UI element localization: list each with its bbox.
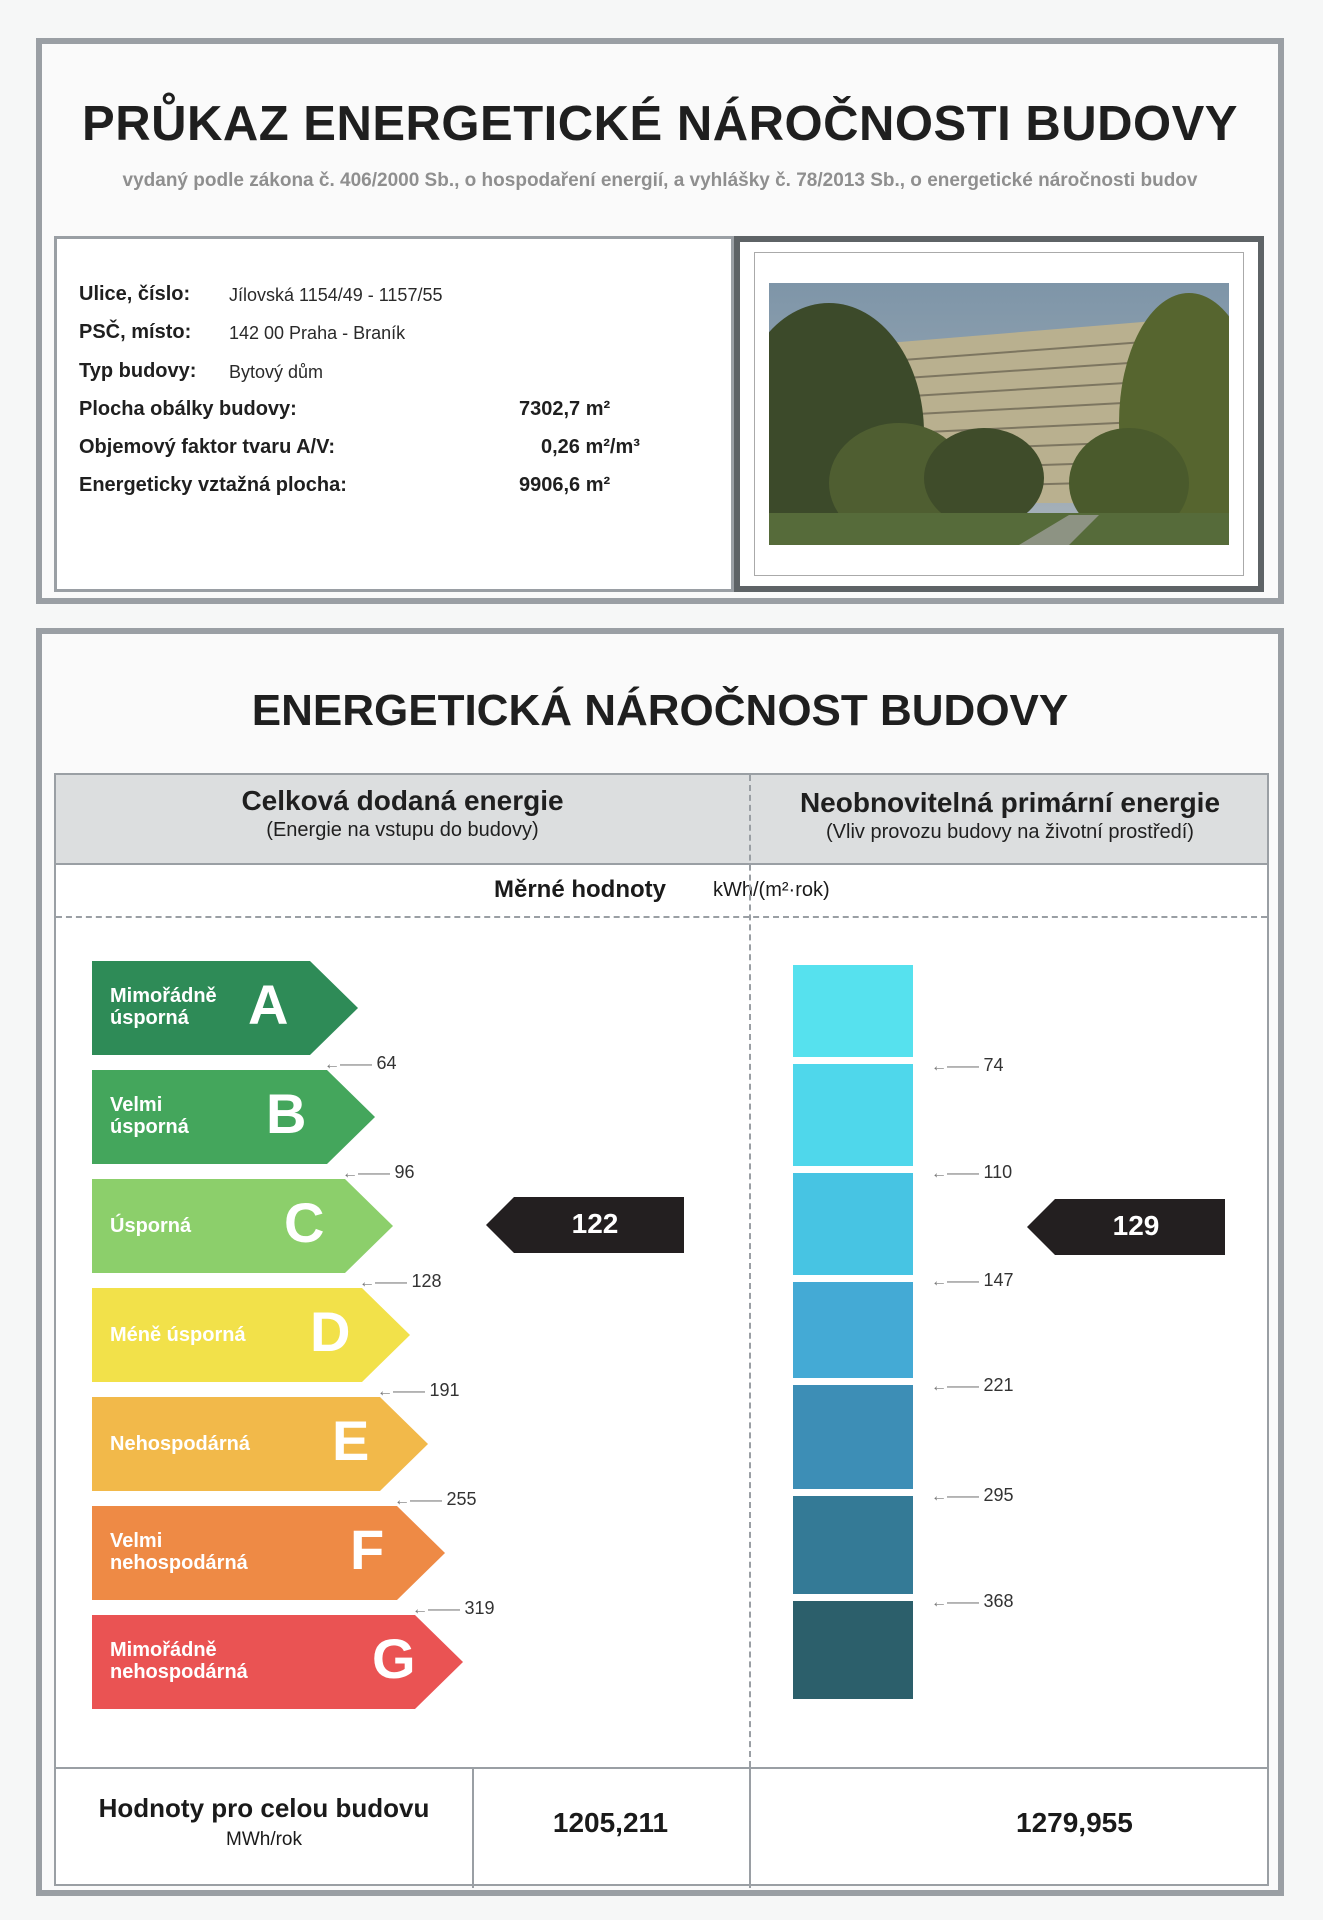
whole-building-primary-value: 1279,955	[1016, 1807, 1133, 1838]
building-photo	[769, 283, 1229, 545]
class-letter-e: E	[332, 1409, 370, 1472]
class-label-f-line1: Velmi	[110, 1530, 163, 1552]
factor-value: 0,26 m²/m³	[541, 436, 640, 458]
area-value: 7302,7 m²	[519, 398, 611, 420]
whole-building-label: Hodnoty pro celou budovu	[98, 1793, 430, 1823]
class-label-b-line2: úsporná	[110, 1116, 189, 1138]
right-threshold-4: ←—— 295	[931, 1485, 1014, 1505]
class-label-c: Úsporná	[110, 1215, 192, 1237]
primary-band-g	[793, 1601, 913, 1699]
class-label-e: Nehospodárná	[110, 1433, 251, 1455]
arrow-left-icon: ←——	[377, 1383, 425, 1400]
arrow-left-icon: ←——	[412, 1601, 460, 1618]
class-label-a-line2: úsporná	[110, 1007, 189, 1029]
primary-band-c	[793, 1173, 913, 1275]
document-title: PRŮKAZ ENERGETICKÉ NÁROČNOSTI BUDOVY	[82, 97, 1238, 151]
right-threshold-1: ←—— 110	[931, 1162, 1013, 1182]
class-letter-c: C	[284, 1191, 325, 1254]
delivered-energy-scale	[56, 775, 749, 1767]
building-info-box	[54, 236, 734, 592]
psc-label: PSČ, místo:	[79, 321, 192, 343]
arrow-left-icon: ←——	[931, 1594, 979, 1611]
header-frame	[36, 38, 1284, 604]
class-label-b-line1: Velmi	[110, 1094, 163, 1116]
type-value: Bytový dům	[229, 362, 324, 382]
right-threshold-3: ←—— 221	[931, 1375, 1014, 1395]
class-letter-g: G	[372, 1627, 416, 1690]
class-letter-a: A	[248, 973, 289, 1036]
energy-frame	[36, 628, 1284, 1896]
delivered-energy-value: 122	[571, 1208, 619, 1239]
primary-band-d	[793, 1282, 913, 1378]
right-column-title: Neobnovitelná primární energie	[799, 787, 1221, 818]
right-threshold-0: ←—— 74	[931, 1055, 1004, 1075]
arrow-left-icon: ←——	[394, 1492, 442, 1509]
whole-building-unit: MWh/rok	[226, 1829, 302, 1850]
delivered-energy-marker	[486, 1197, 684, 1253]
class-letter-b: B	[266, 1082, 307, 1145]
right-threshold-2: ←—— 147	[931, 1270, 1014, 1290]
class-label-d: Méně úsporná	[110, 1324, 246, 1346]
section-title: ENERGETICKÁ NÁROČNOST BUDOVY	[251, 686, 1069, 735]
specific-values-label: Měrné hodnoty	[494, 876, 666, 903]
energy-area-label: Energeticky vztažná plocha:	[79, 474, 347, 496]
street-value: Jílovská 1154/49 - 1157/55	[229, 285, 443, 305]
class-label-f-line2: nehospodárná	[110, 1552, 248, 1574]
energy-area-value: 9906,6 m²	[519, 474, 611, 496]
left-threshold-1: ←—— 96	[342, 1162, 415, 1182]
left-threshold-2: ←—— 128	[359, 1271, 442, 1291]
primary-band-f	[793, 1496, 913, 1594]
area-label: Plocha obálky budovy:	[79, 398, 297, 420]
primary-energy-marker	[1027, 1199, 1225, 1255]
primary-energy-scale	[751, 775, 1269, 1767]
arrow-left-icon: ←——	[931, 1165, 979, 1182]
class-letter-f: F	[350, 1518, 385, 1581]
left-threshold-0: ←—— 64	[324, 1053, 397, 1073]
primary-band-a	[793, 965, 913, 1057]
psc-value: 142 00 Praha - Braník	[229, 323, 406, 343]
factor-label: Objemový faktor tvaru A/V:	[79, 436, 335, 458]
footer-divider	[749, 1769, 751, 1888]
right-threshold-5: ←—— 368	[931, 1591, 1014, 1611]
class-label-g-line1: Mimořádně	[110, 1639, 217, 1661]
type-label: Typ budovy:	[79, 360, 197, 382]
arrow-left-icon: ←——	[931, 1273, 979, 1290]
left-column-title: Celková dodaná energie	[241, 785, 564, 816]
class-label-a-line1: Mimořádně	[110, 985, 217, 1007]
arrow-left-icon: ←——	[324, 1056, 372, 1073]
arrow-left-icon: ←——	[931, 1058, 979, 1075]
street-label: Ulice, číslo:	[79, 283, 191, 305]
photo-frame	[734, 236, 1264, 592]
primary-energy-value: 129	[1112, 1210, 1160, 1241]
class-label-g-line2: nehospodárná	[110, 1661, 248, 1683]
arrow-left-icon: ←——	[359, 1274, 407, 1291]
photo-border	[754, 252, 1244, 576]
arrow-left-icon: ←——	[931, 1378, 979, 1395]
arrow-left-icon: ←——	[931, 1488, 979, 1505]
class-letter-d: D	[310, 1300, 351, 1363]
document-subtitle: vydaný podle zákona č. 406/2000 Sb., o hospodaření energií, a vyhlášky č. 78/2013 Sb., o energetické náročnosti budov	[122, 170, 1198, 191]
energy-grid	[54, 773, 1269, 1886]
left-threshold-4: ←—— 255	[394, 1489, 477, 1509]
primary-band-b	[793, 1064, 913, 1166]
left-threshold-5: ←—— 319	[412, 1598, 495, 1618]
left-threshold-3: ←—— 191	[377, 1380, 460, 1400]
specific-values-unit: kWh/(m²·rok)	[713, 879, 830, 901]
right-column-subtitle: (Vliv provozu budovy na životní prostředí)	[826, 821, 1194, 843]
primary-band-e	[793, 1385, 913, 1489]
whole-building-delivered-value: 1205,211	[552, 1807, 669, 1838]
whole-building-footer	[56, 1767, 1267, 1888]
left-column-subtitle: (Energie na vstupu do budovy)	[266, 819, 539, 841]
arrow-left-icon: ←——	[342, 1165, 390, 1182]
